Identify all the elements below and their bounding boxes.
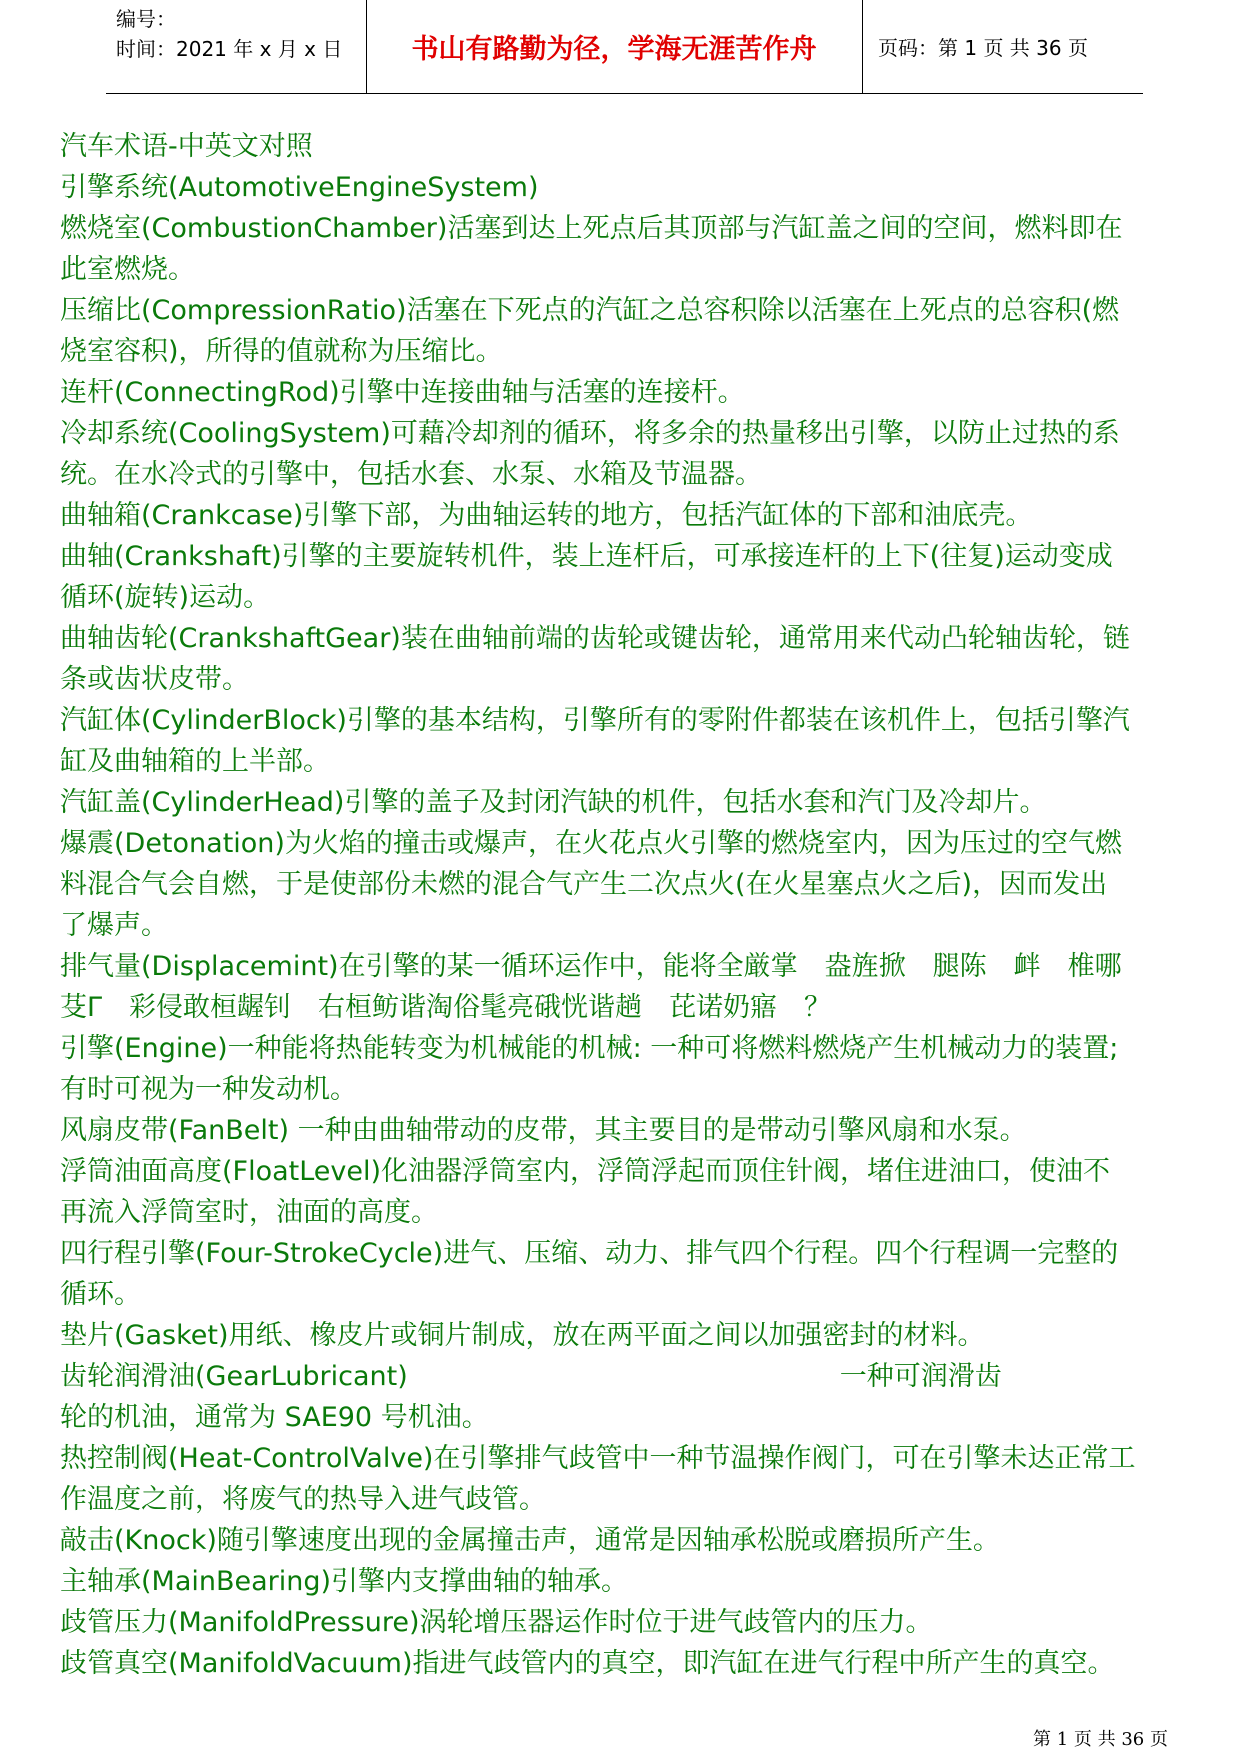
header-meta [116, 4, 366, 64]
text-line: 芟Γ 彩侵敢桓龌钊 右桓鲂谐淘俗髦亮硪恍谐趟 芘诺奶寤 ？ [60, 992, 832, 1023]
text-line: 条或齿状皮带。 [60, 664, 249, 695]
text-line: 爆震(Detonation)为火焰的撞击或爆声，在火花点火引擎的燃烧室内，因为压过的空气燃 [60, 828, 1122, 859]
text-line: 料混合气会自燃，于是使部份未燃的混合气产生二次点火(在火星塞点火之后)，因而发出 [60, 869, 1108, 900]
text-line: 再流入浮筒室时，油面的高度。 [60, 1197, 438, 1228]
text-line: 齿轮润滑油(GearLubricant) 一种可润滑齿 [60, 1361, 1002, 1392]
text-line: 曲轴箱(Crankcase)引擎下部，为曲轴运转的地方，包括汽缸体的下部和油底壳。 [60, 500, 1033, 531]
text-line: 汽缸盖(CylinderHead)引擎的盖子及封闭汽缺的机件，包括水套和汽门及冷却片。 [60, 787, 1047, 818]
text-line: 四行程引擎(Four-StrokeCycle)进气、压缩、动力、排气四个行程。四个行程调一完整的 [60, 1238, 1119, 1269]
header-motto: 书山有路勤为径，学海无涯苦作舟 [411, 34, 817, 65]
text-line: 排气量(Displacemint)在引擎的某一循环运作中，能将全厳掌 盎旌掀 腿陈 衅 椎哪 [60, 951, 1122, 982]
text-line: 风扇皮带(FanBelt) 一种由曲轴带动的皮带，其主要目的是带动引擎风扇和水泵。 [60, 1115, 1027, 1146]
text-line: 统。在水冷式的引擎中，包括水套、水泵、水箱及节温器。 [60, 459, 762, 490]
text-line: 汽缸体(CylinderBlock)引擎的基本结构，引擎所有的零附件都装在该机件上，包括引擎汽 [60, 705, 1130, 736]
time-label: 时间：2021 年 x 月 x 日 [116, 37, 343, 61]
text-line: 歧管压力(ManifoldPressure)涡轮增压器运作时位于进气歧管内的压力。 [60, 1607, 933, 1638]
text-line: 循环(旋转)运动。 [60, 582, 271, 613]
text-line: 了爆声。 [60, 910, 168, 941]
header-page-info: 页码：第 1 页 共 36 页 [878, 36, 1088, 60]
header-divider-right [862, 0, 863, 93]
text-line: 浮筒油面高度(FloatLevel)化油器浮筒室内，浮筒浮起而顶住针阀，堵住进油口，使油不 [60, 1156, 1111, 1187]
text-line: 曲轴(Crankshaft)引擎的主要旋转机件，装上连杆后，可承接连杆的上下(往复)运动变成 [60, 541, 1113, 572]
text-line: 连杆(ConnectingRod)引擎中连接曲轴与活塞的连接杆。 [60, 377, 745, 408]
title-line: 汽车术语-中英文对照 [60, 131, 313, 162]
text-line: 敲击(Knock)随引擎速度出现的金属撞击声，通常是因轴承松脱或磨损所产生。 [60, 1525, 1000, 1556]
document-body [60, 126, 1190, 1684]
text-line: 引擎系统(AutomotiveEngineSystem) [60, 172, 539, 203]
text-line: 曲轴齿轮(CrankshaftGear)装在曲轴前端的齿轮或键齿轮，通常用来代动凸轮轴齿轮，链 [60, 623, 1130, 654]
page-header [106, 0, 1143, 94]
text-line: 压缩比(CompressionRatio)活塞在下死点的汽缸之总容积除以活塞在上死点的总容积(燃 [60, 295, 1120, 326]
text-line: 循环。 [60, 1279, 141, 1310]
text-line: 作温度之前，将废气的热导入进气歧管。 [60, 1484, 546, 1515]
text-line: 缸及曲轴箱的上半部。 [60, 746, 330, 777]
text-line: 引擎(Engine)一种能将热能转变为机械能的机械: 一种可将燃料燃烧产生机械动力的装置; [60, 1033, 1119, 1064]
text-line: 烧室容积)，所得的值就称为压缩比。 [60, 336, 503, 367]
text-line: 燃烧室(CombustionChamber)活塞到达上死点后其顶部与汽缸盖之间的空间，燃料即在 [60, 213, 1123, 244]
text-line: 此室燃烧。 [60, 254, 195, 285]
code-label: 编号： [116, 7, 176, 31]
text-line: 轮的机油，通常为 SAE90 号机油。 [60, 1402, 489, 1433]
footer-page-number: 第 1 页 共 36 页 [1033, 1729, 1168, 1750]
text-line: 有时可视为一种发动机。 [60, 1074, 357, 1105]
text-line: 垫片(Gasket)用纸、橡皮片或铜片制成，放在两平面之间以加强密封的材料。 [60, 1320, 985, 1351]
text-line: 主轴承(MainBearing)引擎内支撑曲轴的轴承。 [60, 1566, 629, 1597]
header-divider-left [366, 0, 367, 93]
text-line: 冷却系统(CoolingSystem)可藉冷却剂的循环，将多余的热量移出引擎，以防止过热的系 [60, 418, 1120, 449]
text-line: 热控制阀(Heat-ControlValve)在引擎排气歧管中一种节温操作阀门，可在引擎未达正常工 [60, 1443, 1136, 1474]
text-line: 歧管真空(ManifoldVacuum)指进气歧管内的真空，即汽缸在进气行程中所产生的真空。 [60, 1648, 1115, 1679]
